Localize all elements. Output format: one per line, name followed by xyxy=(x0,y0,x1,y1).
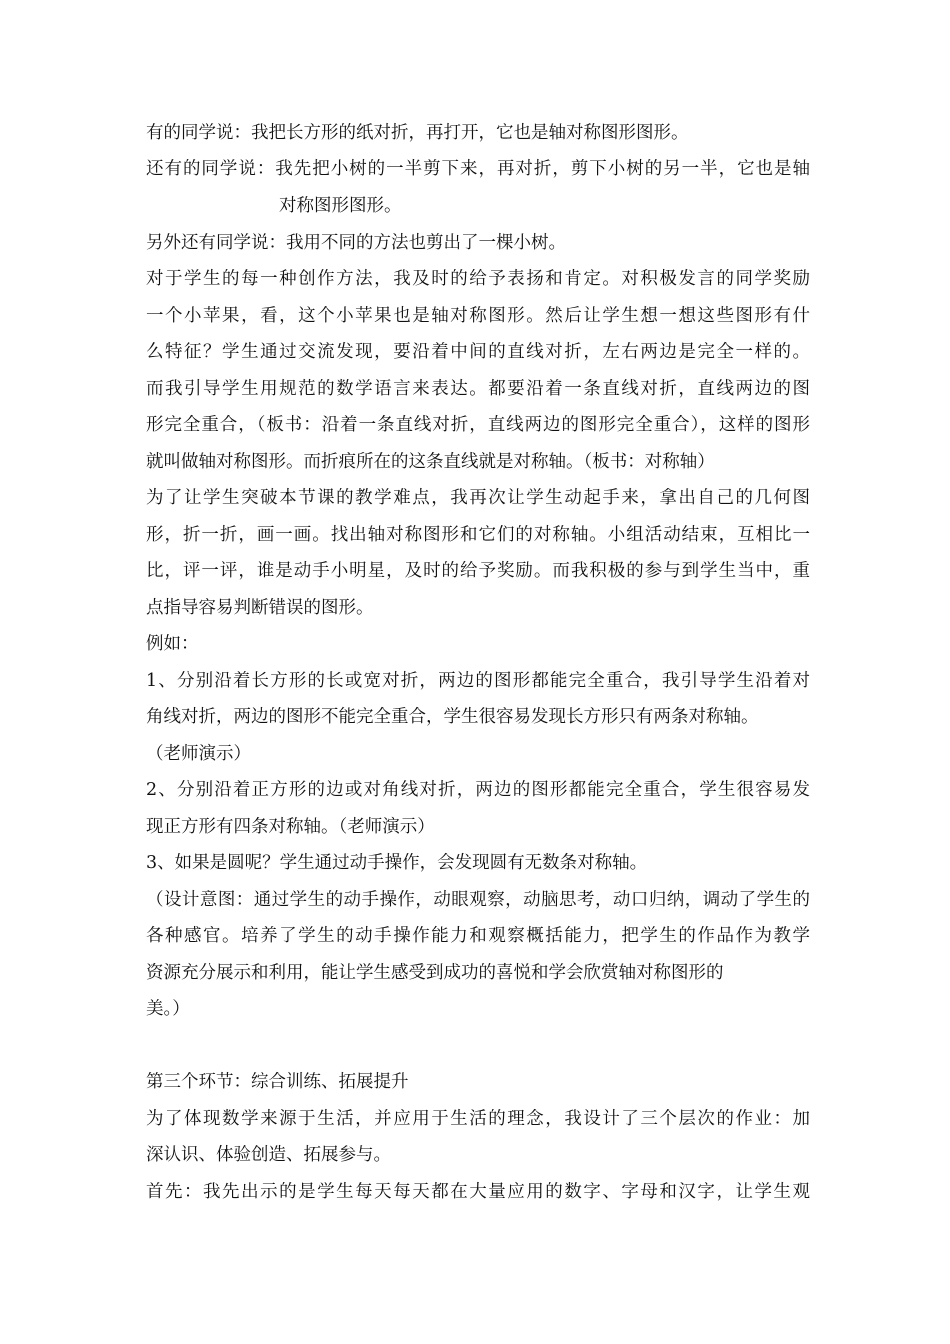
text-line: 各种感官。培养了学生的动手操作能力和观察概括能力，把学生的作品作为教学 xyxy=(146,926,810,946)
text-line: 为了让学生突破本节课的教学难点，我再次让学生动起手来，拿出自己的几何图 xyxy=(146,488,810,508)
text-line: 有的同学说：我把长方形的纸对折，再打开，它也是轴对称图形图形。 xyxy=(146,123,689,143)
text-line: 为了体现数学来源于生活，并应用于生活的理念，我设计了三个层次的作业：加 xyxy=(146,1109,810,1129)
text-line: 对于学生的每一种创作方法，我及时的给予表扬和肯定。对积极发言的同学奖励 xyxy=(146,269,810,289)
text-line: 首先：我先出示的是学生每天每天都在大量应用的数字、字母和汉字，让学生观 xyxy=(146,1182,810,1202)
text-line: 例如： xyxy=(146,634,199,654)
text-line: 对称图形图形。 xyxy=(279,196,402,216)
text-line: 2、分别沿着正方形的边或对角线对折，两边的图形都能完全重合，学生很容易发 xyxy=(146,780,810,800)
text-line: 3、如果是圆呢？学生通过动手操作，会发现圆有无数条对称轴。 xyxy=(146,853,648,873)
text-line: 么特征？学生通过交流发现，要沿着中间的直线对折，左右两边是完全一样的。 xyxy=(146,342,810,362)
text-line: 点指导容易判断错误的图形。 xyxy=(146,598,374,618)
text-line: 现正方形有四条对称轴。（老师演示） xyxy=(146,817,435,837)
text-line: 1、分别沿着长方形的长或宽对折，两边的图形都能完全重合，我引导学生沿着对 xyxy=(146,671,810,691)
text-line: 资源充分展示和利用，能让学生感受到成功的喜悦和学会欣赏轴对称图形的 xyxy=(146,963,724,983)
text-line: 角线对折，两边的图形不能完全重合，学生很容易发现长方形只有两条对称轴。 xyxy=(146,707,759,727)
section-heading: 第三个环节：综合训练、拓展提升 xyxy=(146,1072,409,1092)
text-line: 还有的同学说：我先把小树的一半剪下来，再对折，剪下小树的另一半，它也是轴 xyxy=(146,159,810,179)
text-line: 深认识、体验创造、拓展参与。 xyxy=(146,1145,391,1165)
text-line: 美。） xyxy=(146,999,190,1019)
text-line: （设计意图：通过学生的动手操作，动眼观察，动脑思考，动口归纳，调动了学生的 xyxy=(146,890,810,910)
text-line: 形，折一折，画一画。找出轴对称图形和它们的对称轴。小组活动结束，互相比一 xyxy=(146,525,810,545)
text-line: 而我引导学生用规范的数学语言来表达。都要沿着一条直线对折，直线两边的图 xyxy=(146,379,810,399)
text-line: 另外还有同学说：我用不同的方法也剪出了一棵小树。 xyxy=(146,233,566,253)
text-line: 一个小苹果，看，这个小苹果也是轴对称图形。然后让学生想一想这些图形有什 xyxy=(146,306,810,326)
text-line: 比，评一评，谁是动手小明星，及时的给予奖励。而我积极的参与到学生当中，重 xyxy=(146,561,810,581)
text-line: 就叫做轴对称图形。而折痕所在的这条直线就是对称轴。（板书：对称轴） xyxy=(146,452,715,472)
text-line: （老师演示） xyxy=(146,744,251,764)
text-line: 形完全重合，（板书：沿着一条直线对折，直线两边的图形完全重合），这样的图形 xyxy=(146,415,810,435)
